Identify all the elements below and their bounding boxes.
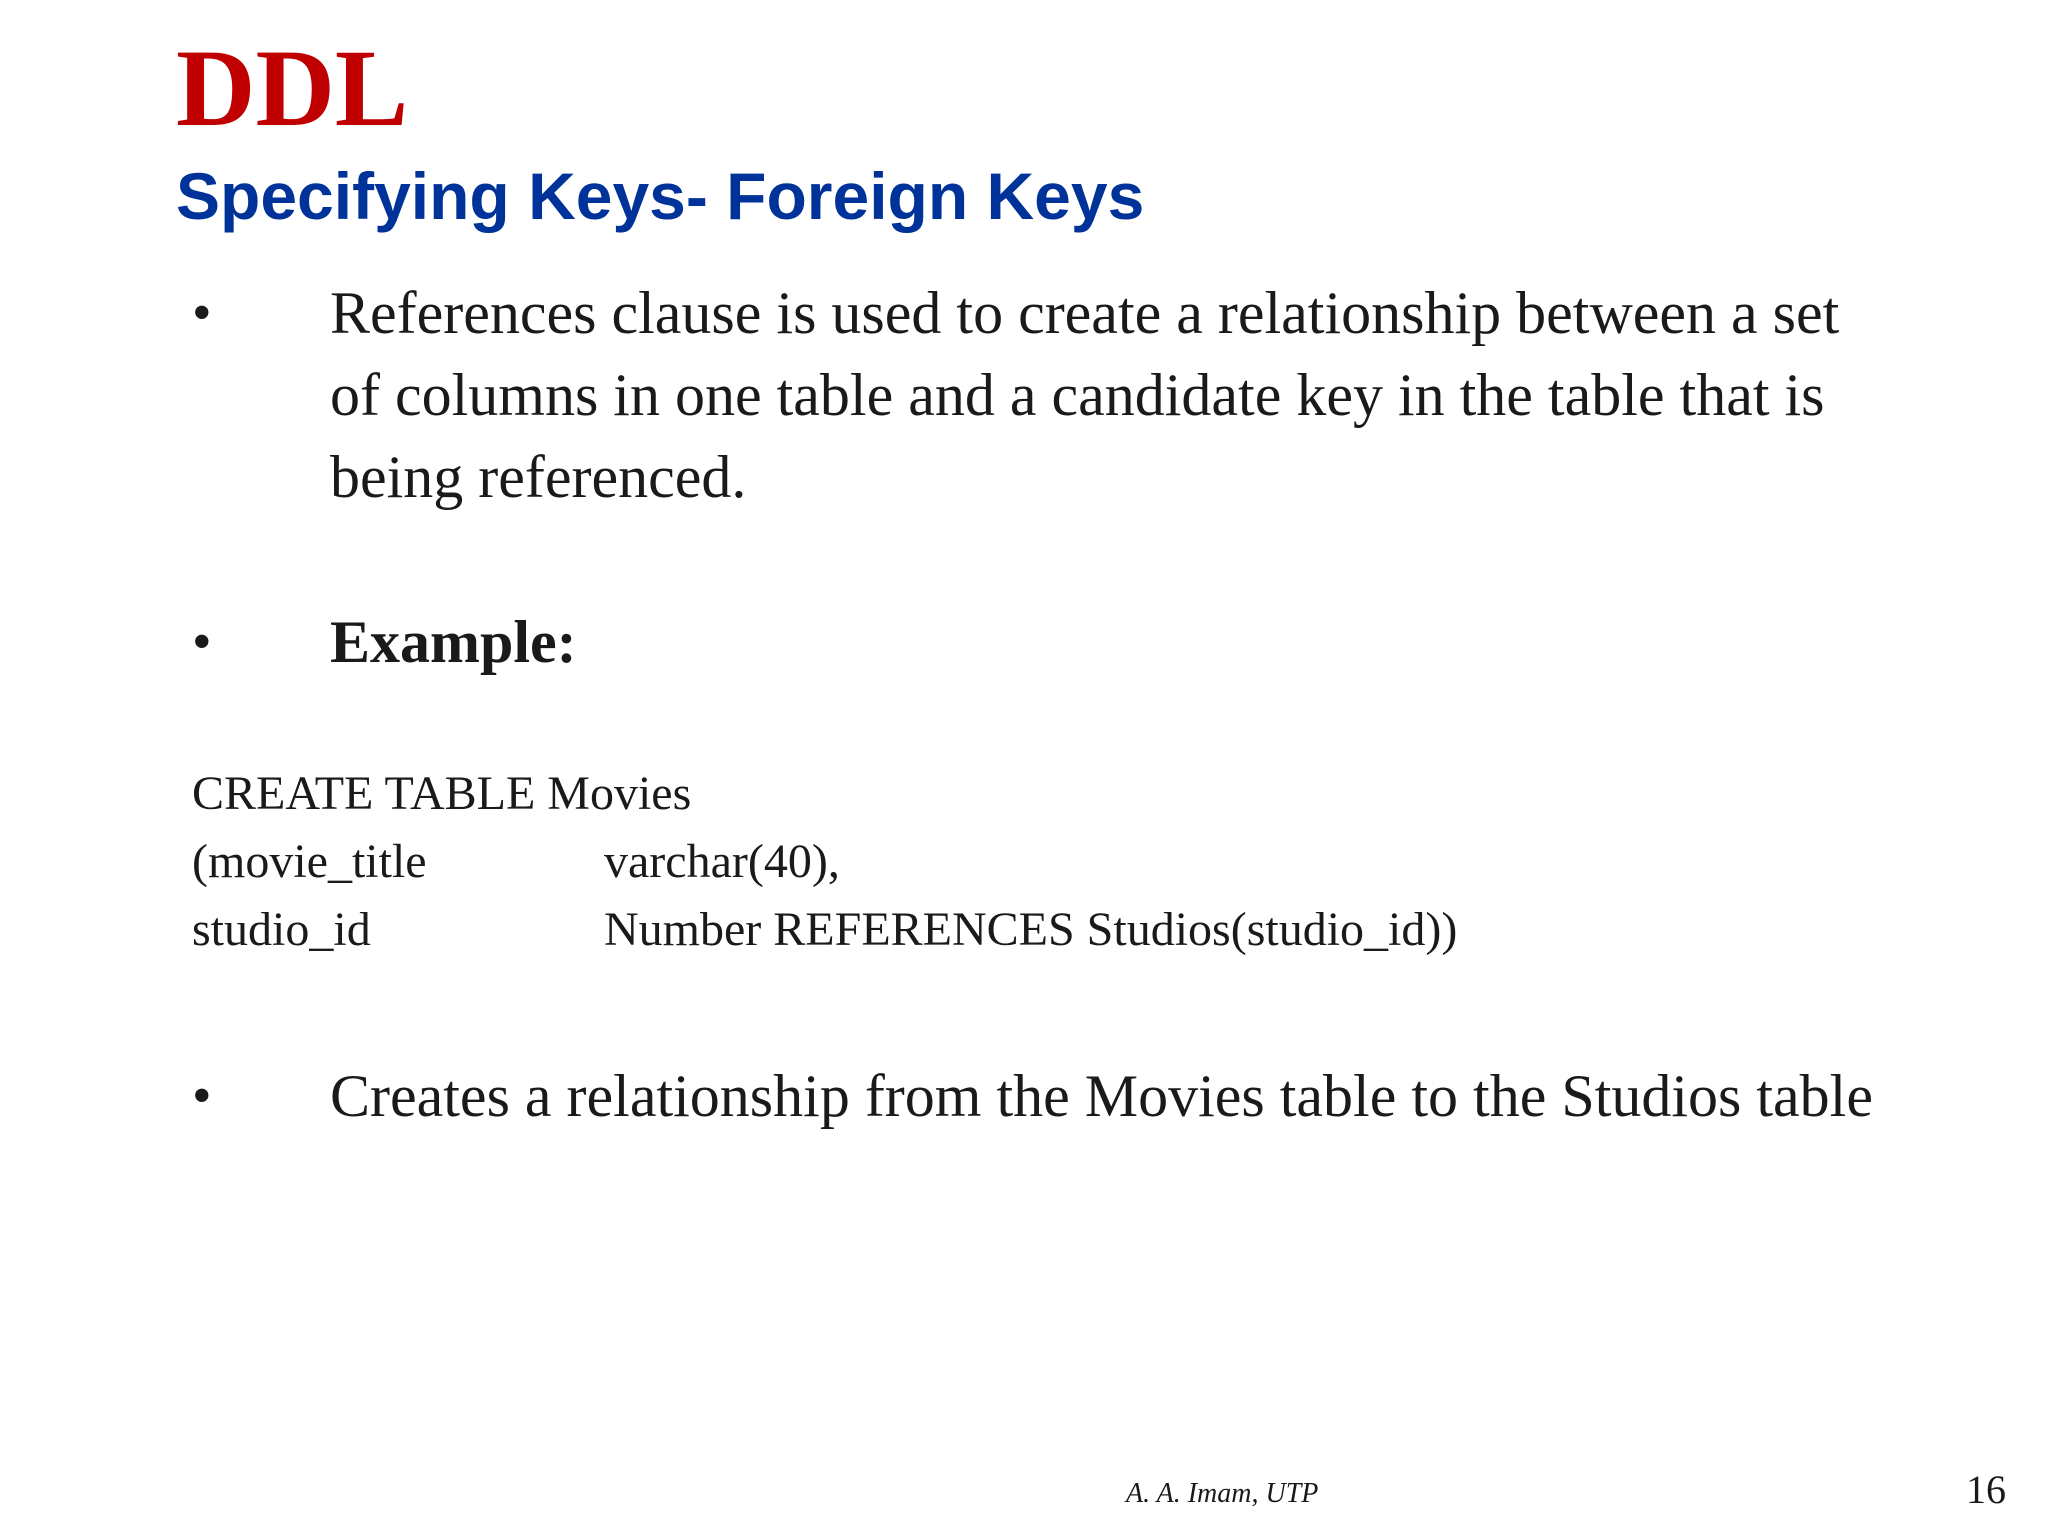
code-column-type: varchar(40),	[604, 835, 840, 888]
slide-subtitle: Specifying Keys- Foreign Keys	[176, 159, 1145, 233]
sql-code-block	[192, 760, 1692, 964]
bullet-marker: •	[192, 1065, 212, 1127]
code-line	[192, 760, 1692, 828]
bullet-text: Creates a relationship from the Movies table to the Studios table	[330, 1063, 1873, 1129]
code-line	[192, 896, 1692, 964]
code-line	[192, 828, 1692, 896]
code-column-name: studio_id	[192, 903, 371, 956]
code-column-type: Number REFERENCES Studios(studio_id))	[604, 903, 1458, 956]
code-column-name: (movie_title	[192, 835, 427, 888]
bullet-marker: •	[192, 611, 212, 673]
page-number: 16	[1966, 1467, 2006, 1512]
bullet-text: References clause is used to create a relationship between a set of columns in one table and a candidate key in the table that is being referenced.	[330, 280, 1840, 510]
footer-author: A. A. Imam, UTP	[1126, 1478, 1319, 1509]
slide-title: DDL	[176, 27, 409, 149]
bullet-marker: •	[192, 282, 212, 344]
bullet-text: Example:	[330, 609, 577, 675]
code-statement: CREATE TABLE Movies	[192, 767, 692, 820]
